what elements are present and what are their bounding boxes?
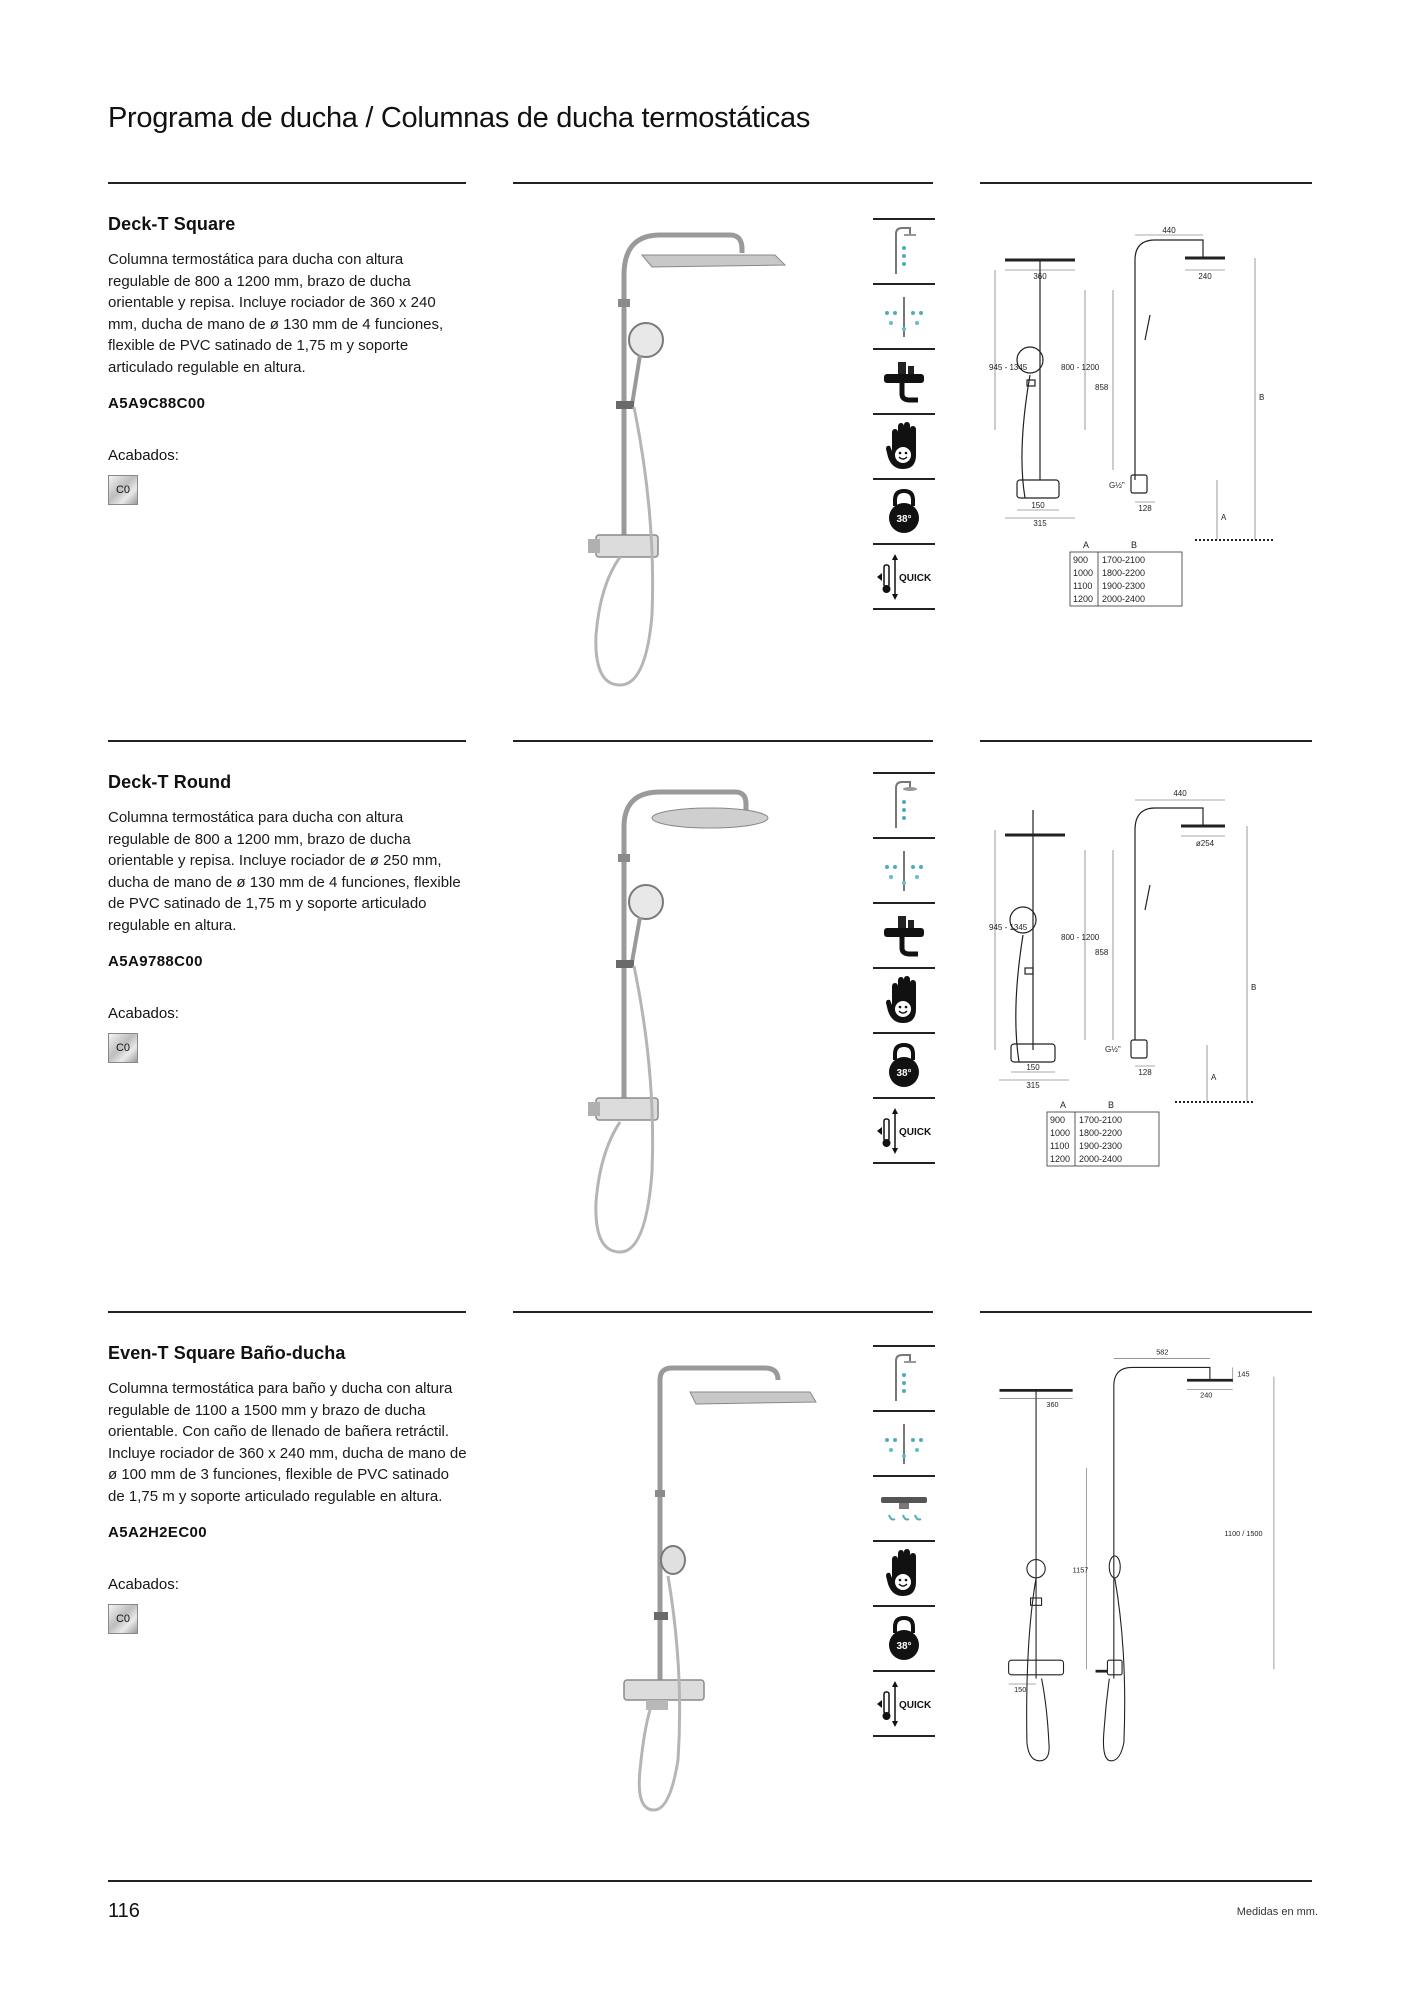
- table-row-a: 1200: [1073, 594, 1094, 604]
- quick-fit-icon: [873, 1347, 935, 1412]
- cool-touch-icon: [873, 1542, 935, 1607]
- cool-touch-icon: [873, 969, 935, 1034]
- dim-hand: 945 - 1345: [989, 923, 1028, 932]
- quick-temp-icon: [873, 545, 935, 610]
- product-info-deck-t-round: [108, 772, 468, 1063]
- feature-icons-column: [873, 218, 935, 610]
- dim-rain-depth: 240: [1198, 272, 1212, 281]
- quick-temp-icon: [873, 1099, 935, 1164]
- table-head-a: A: [1060, 1100, 1067, 1110]
- dim-adjust: 800 - 1200: [1061, 933, 1100, 942]
- page-number: 116: [108, 1900, 140, 1922]
- product-description: Columna termostática para ducha con altura regulable de 800 a 1200 mm, brazo de ducha orientable y repisa. Incluye rociador de 360 x 240 mm, ducha de mano de ø 130 mm de 4 funciones, flexible de PVC satinado de 1,75 m y soporte articulado regulable en altura.: [108, 251, 444, 376]
- quick-fit-icon: [873, 220, 935, 285]
- dim-c2: 315: [1033, 519, 1047, 528]
- finish-swatch-chrome[interactable]: C0: [108, 1604, 138, 1634]
- quick-temp-icon: [873, 1672, 935, 1737]
- page-title: Programa de ducha / Columnas de ducha termostáticas: [108, 102, 811, 134]
- dim-inlet: G½": [1105, 1045, 1121, 1054]
- shelf-icon: [873, 904, 935, 969]
- table-head-b: B: [1108, 1100, 1115, 1110]
- dim-rain-depth: 240: [1200, 1390, 1213, 1400]
- dim-rain: 360: [1033, 272, 1047, 281]
- section-divider: [108, 182, 466, 184]
- finish-swatch-chrome[interactable]: C0: [108, 475, 138, 505]
- spray-functions-icon: [873, 285, 935, 350]
- table-row-a: 1200: [1050, 1154, 1071, 1164]
- dimension-table: [1047, 1100, 1159, 1166]
- product-photo-deck-t-round: [560, 772, 820, 1272]
- product-code: A5A9788C00: [108, 952, 203, 970]
- finishes-label: Acabados:: [108, 1004, 179, 1022]
- dim-bar: 1157: [1072, 1565, 1089, 1575]
- table-row-b: 1900-2300: [1079, 1141, 1123, 1151]
- units-footnote: Medidas en mm.: [1236, 1906, 1318, 1918]
- safety-38-icon: [873, 480, 935, 545]
- table-row-a: 1000: [1073, 568, 1094, 578]
- section-divider: [108, 740, 466, 742]
- product-name: Deck-T Square: [108, 214, 236, 234]
- product-description: Columna termostática para baño y ducha con altura regulable de 1100 a 1500 mm y brazo de ducha orientable. Con caño de llenado de bañera retráctil. Incluye rociador de 360 x 240 mm, ducha de mano de ø 100 mm de 3 funciones, flexible de PVC satinado de 1,75 m y soporte articulado regulable en altura.: [108, 1380, 467, 1505]
- dim-bar: 858: [1095, 948, 1109, 957]
- quick-label: QUICK: [899, 572, 932, 584]
- section-divider: [513, 740, 933, 742]
- table-row-b: 2000-2400: [1102, 594, 1146, 604]
- footer-divider: [108, 1880, 1312, 1882]
- safety-38-icon: [873, 1607, 935, 1672]
- table-row-b: 2000-2400: [1079, 1154, 1123, 1164]
- product-code: A5A2H2EC00: [108, 1523, 208, 1541]
- table-row-b: 1700-2100: [1079, 1115, 1123, 1125]
- product-photo-deck-t-square: [560, 215, 820, 715]
- finishes-label: Acabados:: [108, 446, 179, 464]
- product-code: A5A9C88C00: [108, 394, 206, 412]
- table-head-b: B: [1131, 540, 1138, 550]
- dim-c3: 128: [1138, 1068, 1152, 1077]
- dim-width: 440: [1173, 789, 1187, 798]
- product-name: Even-T Square Baño-ducha: [108, 1343, 346, 1363]
- safety-temp-label: 38°: [896, 1067, 912, 1079]
- table-row-b: 1800-2200: [1079, 1128, 1123, 1138]
- product-description: Columna termostática para ducha con altura regulable de 800 a 1200 mm, brazo de ducha orientable y repisa. Incluye rociador de ø 250 mm, ducha de mano de ø 130 mm de 4 funciones, flexible de PVC satinado de 1,75 m y soporte articulado regulable en altura.: [108, 809, 461, 934]
- dim-a: A: [1221, 513, 1227, 522]
- dim-c2: 315: [1026, 1081, 1040, 1090]
- feature-icons-column: [873, 772, 935, 1164]
- dim-total: 1100 / 1500: [1224, 1528, 1263, 1538]
- section-divider: [980, 740, 1312, 742]
- quick-label: QUICK: [899, 1699, 932, 1711]
- dim-c1: 150: [1031, 501, 1045, 510]
- bath-spout-icon: [873, 1477, 935, 1542]
- table-head-a: A: [1083, 540, 1090, 550]
- safety-38-icon: [873, 1034, 935, 1099]
- spray-functions-icon: [873, 839, 935, 904]
- dim-a: A: [1211, 1073, 1217, 1082]
- dim-hand: 945 - 1345: [989, 363, 1028, 372]
- technical-drawing-deck-t-square: [985, 215, 1325, 645]
- section-divider: [980, 1311, 1312, 1313]
- dim-c1: 150: [1014, 1685, 1027, 1695]
- product-photo-even-t-square: [560, 1340, 820, 1840]
- dim-drop: 145: [1237, 1369, 1250, 1379]
- product-info-deck-t-square: [108, 214, 468, 505]
- safety-temp-label: 38°: [896, 513, 912, 525]
- dim-rain: 360: [1046, 1399, 1059, 1409]
- dim-c3: 128: [1138, 504, 1152, 513]
- technical-drawing-even-t-square: [985, 1340, 1325, 1770]
- product-name: Deck-T Round: [108, 772, 232, 792]
- table-row-b: 1700-2100: [1102, 555, 1146, 565]
- dim-b: B: [1251, 983, 1257, 992]
- finishes-label: Acabados:: [108, 1575, 179, 1593]
- section-divider: [108, 1311, 466, 1313]
- table-row-a: 1100: [1073, 581, 1093, 591]
- table-row-a: 900: [1073, 555, 1089, 565]
- spray-functions-icon: [873, 1412, 935, 1477]
- table-row-b: 1800-2200: [1102, 568, 1146, 578]
- dim-width: 582: [1156, 1347, 1169, 1357]
- dim-rain: ø254: [1195, 839, 1215, 848]
- section-divider: [980, 182, 1312, 184]
- dim-bar: 858: [1095, 383, 1109, 392]
- table-row-a: 1100: [1050, 1141, 1070, 1151]
- table-row-a: 900: [1050, 1115, 1066, 1125]
- dim-adjust: 800 - 1200: [1061, 363, 1100, 372]
- shelf-icon: [873, 350, 935, 415]
- table-row-b: 1900-2300: [1102, 581, 1146, 591]
- dim-inlet: G½": [1109, 481, 1125, 490]
- table-row-a: 1000: [1050, 1128, 1071, 1138]
- quick-fit-icon: [873, 774, 935, 839]
- dim-width: 440: [1162, 226, 1176, 235]
- section-divider: [513, 182, 933, 184]
- safety-temp-label: 38°: [896, 1640, 912, 1652]
- technical-drawing-deck-t-round: [985, 775, 1325, 1205]
- feature-icons-column: [873, 1345, 935, 1737]
- dim-b: B: [1259, 393, 1265, 402]
- cool-touch-icon: [873, 415, 935, 480]
- section-divider: [513, 1311, 933, 1313]
- dim-c1: 150: [1026, 1063, 1040, 1072]
- product-info-even-t-square: [108, 1343, 468, 1634]
- finish-swatch-chrome[interactable]: C0: [108, 1033, 138, 1063]
- quick-label: QUICK: [899, 1126, 932, 1138]
- dimension-table: [1070, 540, 1182, 606]
